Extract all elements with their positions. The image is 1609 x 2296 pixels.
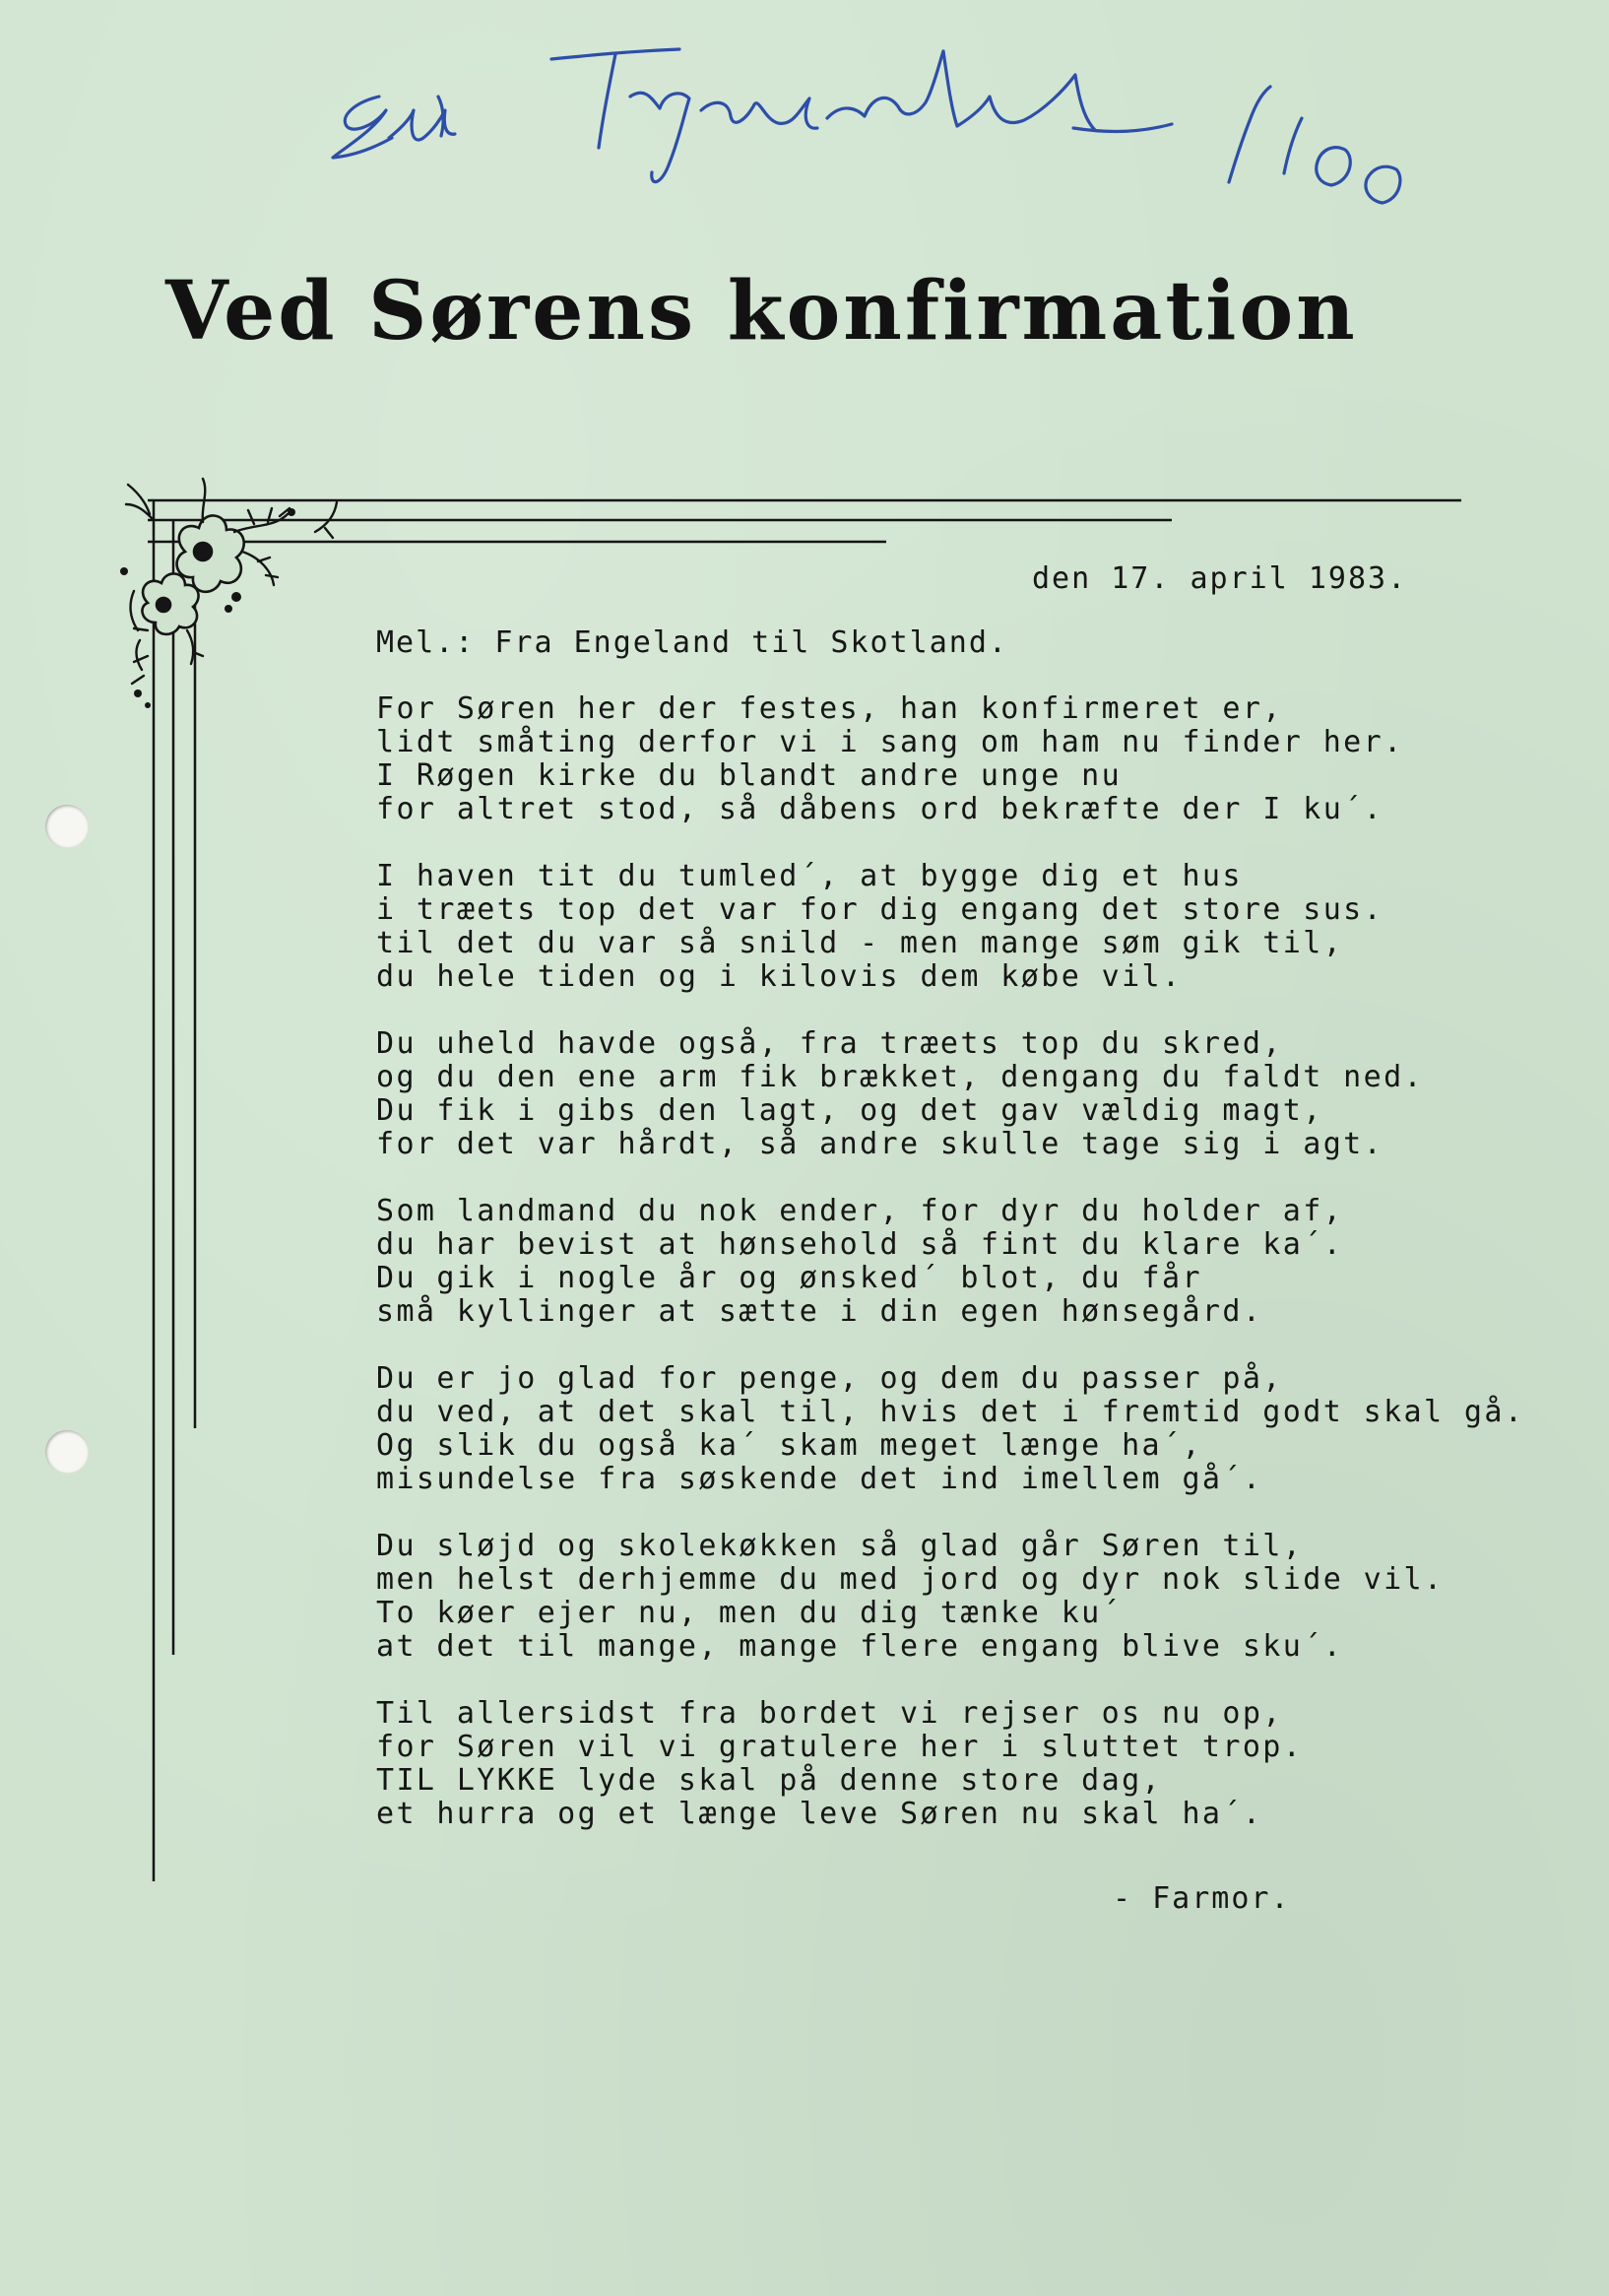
poem-line: I Røgen kirke du blandt andre unge nu [376, 758, 1123, 793]
poem-line: men helst derhjemme du med jord og dyr nok slide vil. [376, 1562, 1445, 1597]
poem-line: To køer ejer nu, men du dig tænke ku´ [376, 1596, 1123, 1630]
poem-line: små kyllinger at sætte i din egen hønsegård. [376, 1294, 1263, 1329]
poem-line: lidt småting derfor vi i sang om ham nu finder her. [376, 725, 1404, 759]
poem-line: I haven tit du tumled´, at bygge dig et hus [376, 859, 1243, 893]
poem-line: Du uheld havde også, fra træets top du skred, [376, 1026, 1283, 1061]
stanza [376, 1697, 1558, 1831]
stanza [376, 1195, 1558, 1329]
poem-line: misundelse fra søskende det ind imellem gå´. [376, 1462, 1263, 1496]
poem-line: Og slik du også ka´ skam meget længe ha´, [376, 1428, 1202, 1463]
melody-line: Mel.: Fra Engeland til Skotland. [376, 625, 1008, 660]
poem-line: at det til mange, mange flere engang blive sku´. [376, 1629, 1344, 1664]
poem-line: for altret stod, så dåbens ord bekræfte der I ku´. [376, 792, 1384, 826]
poem-line: For Søren her der festes, han konfirmeret er, [376, 691, 1283, 726]
stanza [376, 692, 1558, 826]
poem-line: TIL LYKKE lyde skal på denne store dag, [376, 1763, 1162, 1798]
stanza [376, 1027, 1558, 1161]
poem-line: for det var hårdt, så andre skulle tage sig i agt. [376, 1127, 1384, 1161]
poem-line: Som landmand du nok ender, for dyr du holder af, [376, 1194, 1344, 1228]
stanza [376, 860, 1558, 994]
poem-line: og du den ene arm fik brækket, dengang du faldt ned. [376, 1060, 1424, 1094]
poem-line: Til allersidst fra bordet vi rejser os nu op, [376, 1696, 1283, 1731]
poem-line: et hurra og et længe leve Søren nu skal ha´. [376, 1797, 1263, 1831]
poem-line: du har bevist at hønsehold så fint du klare ka´. [376, 1227, 1344, 1262]
poem-line: Du er jo glad for penge, og dem du passer på, [376, 1361, 1283, 1396]
signature: - Farmor. [1113, 1881, 1291, 1916]
poem-line: til det du var så snild - men mange søm gik til, [376, 926, 1344, 960]
stanza [376, 1530, 1558, 1664]
poem-line: du ved, at det skal til, hvis det i fremtid godt skal gå. [376, 1395, 1525, 1429]
poem-line: Du fik i gibs den lagt, og det gav vældig magt, [376, 1093, 1323, 1128]
poem-line: du hele tiden og i kilovis dem købe vil. [376, 959, 1183, 994]
poem [376, 692, 1558, 1865]
poem-line: Du gik i nogle år og ønsked´ blot, du får [376, 1261, 1202, 1295]
poem-line: for Søren vil vi gratulere her i sluttet trop. [376, 1730, 1304, 1764]
punch-hole-top [45, 805, 89, 848]
punch-hole-bottom [45, 1430, 89, 1474]
poem-line: i træets top det var for dig engang det store sus. [376, 892, 1384, 927]
date-line: den 17. april 1983. [1032, 561, 1408, 596]
stanza [376, 1362, 1558, 1496]
poem-line: Du sløjd og skolekøkken så glad går Søren til, [376, 1529, 1304, 1563]
page-title: Ved Sørens konfirmation [165, 264, 1358, 359]
